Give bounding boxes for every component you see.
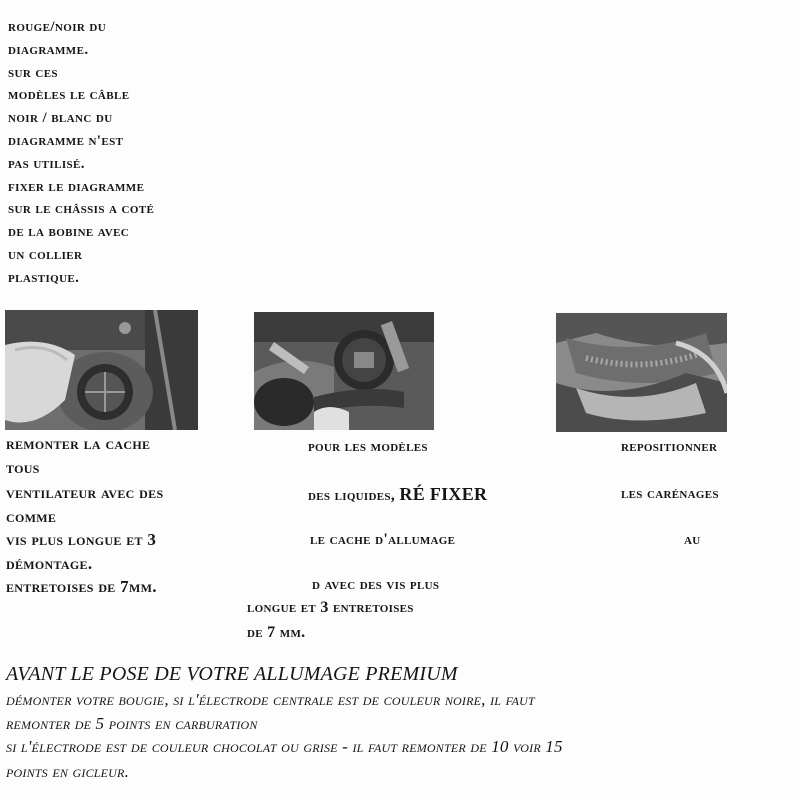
right-col-line: au xyxy=(684,531,701,548)
instruction-line: si l'électrode est de couleur chocolat ou grise - il faut remonter de 10 voir 15 xyxy=(6,737,563,756)
middle-col-fragment-emphasis: RÉ FIXER xyxy=(399,484,488,504)
middle-col-fragment: des liquides, xyxy=(308,487,396,504)
intro-line: plastique. xyxy=(8,269,80,286)
intro-line: rouge/noir du xyxy=(8,19,107,35)
instruction-line: points en gicleur. xyxy=(6,762,130,781)
middle-col-line xyxy=(308,484,487,505)
middle-col-line: longue et 3 entretoises xyxy=(247,599,414,616)
left-col-line: démontage. xyxy=(6,554,93,573)
middle-col-line: le cache d'allumage xyxy=(310,531,456,548)
photo-fairings xyxy=(556,313,727,432)
left-col-line: remonter la cache xyxy=(6,434,151,453)
left-col-line: comme xyxy=(6,507,57,526)
intro-line: sur le châssis a coté xyxy=(8,201,155,218)
right-col-line: repositionner xyxy=(621,438,718,455)
intro-line: diagramme n'est xyxy=(8,132,124,149)
intro-line: pas utilisé. xyxy=(8,155,85,172)
intro-line: diagramme. xyxy=(8,41,89,58)
intro-line: fixer le diagramme xyxy=(8,178,145,195)
intro-line: de la bobine avec xyxy=(8,224,130,241)
left-col-line: ventilateur avec des xyxy=(6,483,164,502)
intro-line: noir / blanc du xyxy=(8,110,113,127)
middle-col-line: d avec des vis plus xyxy=(312,576,440,593)
photo-fan-cover xyxy=(5,310,198,430)
right-col-line: les carénages xyxy=(621,485,719,502)
premium-title: AVANT LE POSE DE VOTRE ALLUMAGE PREMIUM xyxy=(6,663,458,685)
left-col-line: vis plus longue et 3 xyxy=(6,530,157,549)
instruction-line: démonter votre bougie, si l'électrode centrale est de couleur noire, il faut xyxy=(6,690,535,709)
intro-line: modèles le câble xyxy=(8,87,130,104)
photo-ignition-cover xyxy=(254,312,434,430)
middle-col-line: pour les modèles xyxy=(308,438,428,455)
left-col-line: tous xyxy=(6,458,40,477)
intro-paragraph xyxy=(8,16,248,290)
intro-line: sur ces xyxy=(8,64,58,81)
intro-line: un collier xyxy=(8,246,83,263)
instruction-line: remonter de 5 points en carburation xyxy=(6,714,258,733)
middle-col-line: de 7 mm. xyxy=(247,624,306,641)
left-col-line: entretoises de 7mm. xyxy=(6,577,157,596)
